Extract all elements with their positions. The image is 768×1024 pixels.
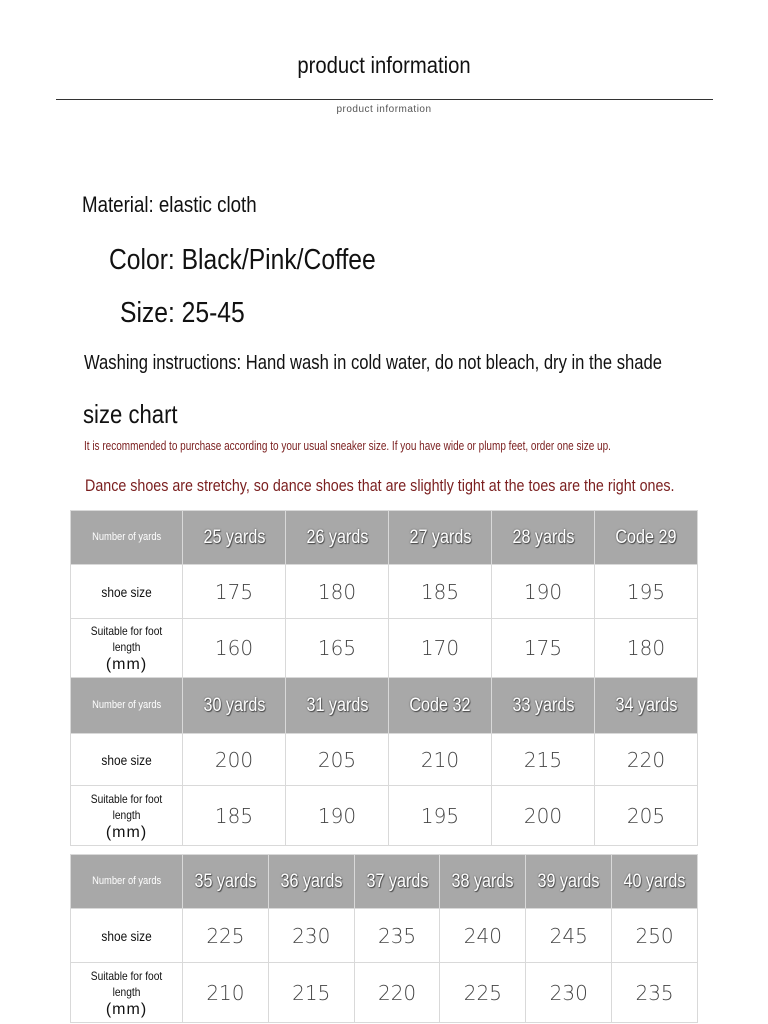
yard-cell: 27 yards — [389, 511, 492, 565]
shoe-size-label: shoe size — [71, 734, 183, 786]
page-title: product information — [297, 52, 471, 78]
yard-cell: 40 yards — [612, 855, 698, 909]
color-text: Color: Black/Pink/Coffee — [109, 244, 376, 276]
foot-length-label: Suitable for foot length (mm) — [71, 786, 183, 846]
foot-length-row — [71, 963, 698, 1023]
yard-cell: 31 yards — [286, 678, 389, 734]
shoe-size-cell: 245 — [526, 909, 612, 963]
shoe-size-cell: 215 — [492, 734, 595, 786]
shoe-size-row — [71, 734, 698, 786]
foot-length-cell: 210 — [183, 963, 269, 1023]
yards-header-label: Number of yards — [71, 855, 183, 909]
page-subtitle: product information — [336, 104, 432, 115]
foot-length-cell: 225 — [440, 963, 526, 1023]
foot-length-unit: (mm) — [105, 823, 148, 841]
yard-cell: 37 yards — [354, 855, 440, 909]
foot-length-cell: 165 — [286, 619, 389, 678]
foot-length-cell: 230 — [526, 963, 612, 1023]
yards-header-label: Number of yards — [71, 511, 183, 565]
foot-length-cell: 170 — [389, 619, 492, 678]
foot-length-unit: (mm) — [105, 1000, 148, 1018]
foot-length-row — [71, 786, 698, 846]
shoe-size-cell: 235 — [354, 909, 440, 963]
yard-cell: 30 yards — [183, 678, 286, 734]
foot-length-unit: (mm) — [105, 656, 148, 673]
shoe-size-cell: 175 — [183, 565, 286, 619]
yard-cell: 28 yards — [492, 511, 595, 565]
foot-length-cell: 160 — [183, 619, 286, 678]
yards-header-row — [71, 855, 698, 909]
shoe-size-cell: 195 — [595, 565, 698, 619]
size-chart-heading: size chart — [83, 399, 178, 429]
size-table-3 — [70, 854, 698, 1023]
title-divider — [56, 99, 713, 100]
shoe-size-cell: 205 — [286, 734, 389, 786]
yard-cell: 38 yards — [440, 855, 526, 909]
shoe-size-cell: 190 — [492, 565, 595, 619]
shoe-size-cell: 225 — [183, 909, 269, 963]
yard-cell: Code 29 — [595, 511, 698, 565]
foot-length-cell: 175 — [492, 619, 595, 678]
shoe-size-cell: 220 — [595, 734, 698, 786]
yard-cell: 26 yards — [286, 511, 389, 565]
yard-cell: Code 32 — [389, 678, 492, 734]
foot-length-cell: 215 — [268, 963, 354, 1023]
shoe-size-cell: 180 — [286, 565, 389, 619]
yard-cell: 25 yards — [183, 511, 286, 565]
yard-cell: 33 yards — [492, 678, 595, 734]
foot-length-cell: 205 — [595, 786, 698, 846]
stretch-note: Dance shoes are stretchy, so dance shoes that are slightly tight at the toes are the right ones. — [85, 476, 675, 495]
foot-length-cell: 220 — [354, 963, 440, 1023]
shoe-size-label: shoe size — [71, 565, 183, 619]
shoe-size-cell: 185 — [389, 565, 492, 619]
foot-length-cell: 195 — [389, 786, 492, 846]
washing-instructions: Washing instructions: Hand wash in cold water, do not bleach, dry in the shade — [84, 352, 662, 374]
foot-length-row — [71, 619, 698, 678]
size-range-text: Size: 25-45 — [120, 297, 245, 329]
foot-length-cell: 235 — [612, 963, 698, 1023]
yard-cell: 39 yards — [526, 855, 612, 909]
foot-length-label: Suitable for foot length (mm) — [71, 619, 183, 678]
foot-length-cell: 190 — [286, 786, 389, 846]
shoe-size-row — [71, 909, 698, 963]
foot-length-cell: 180 — [595, 619, 698, 678]
size-table-2 — [70, 677, 698, 846]
size-table-1 — [70, 510, 698, 678]
size-recommendation: It is recommended to purchase according to your usual sneaker size. If you have wide or plump feet, order one size up. — [84, 439, 611, 453]
yards-header-row — [71, 678, 698, 734]
foot-length-cell: 185 — [183, 786, 286, 846]
yards-header-label: Number of yards — [71, 678, 183, 734]
yards-header-row — [71, 511, 698, 565]
foot-length-cell: 200 — [492, 786, 595, 846]
shoe-size-row — [71, 565, 698, 619]
yard-cell: 34 yards — [595, 678, 698, 734]
shoe-size-label: shoe size — [71, 909, 183, 963]
shoe-size-cell: 240 — [440, 909, 526, 963]
material-text: Material: elastic cloth — [82, 192, 257, 217]
shoe-size-cell: 200 — [183, 734, 286, 786]
shoe-size-cell: 250 — [612, 909, 698, 963]
yard-cell: 35 yards — [183, 855, 269, 909]
shoe-size-cell: 210 — [389, 734, 492, 786]
foot-length-label: Suitable for foot length (mm) — [71, 963, 183, 1023]
shoe-size-cell: 230 — [268, 909, 354, 963]
yard-cell: 36 yards — [268, 855, 354, 909]
